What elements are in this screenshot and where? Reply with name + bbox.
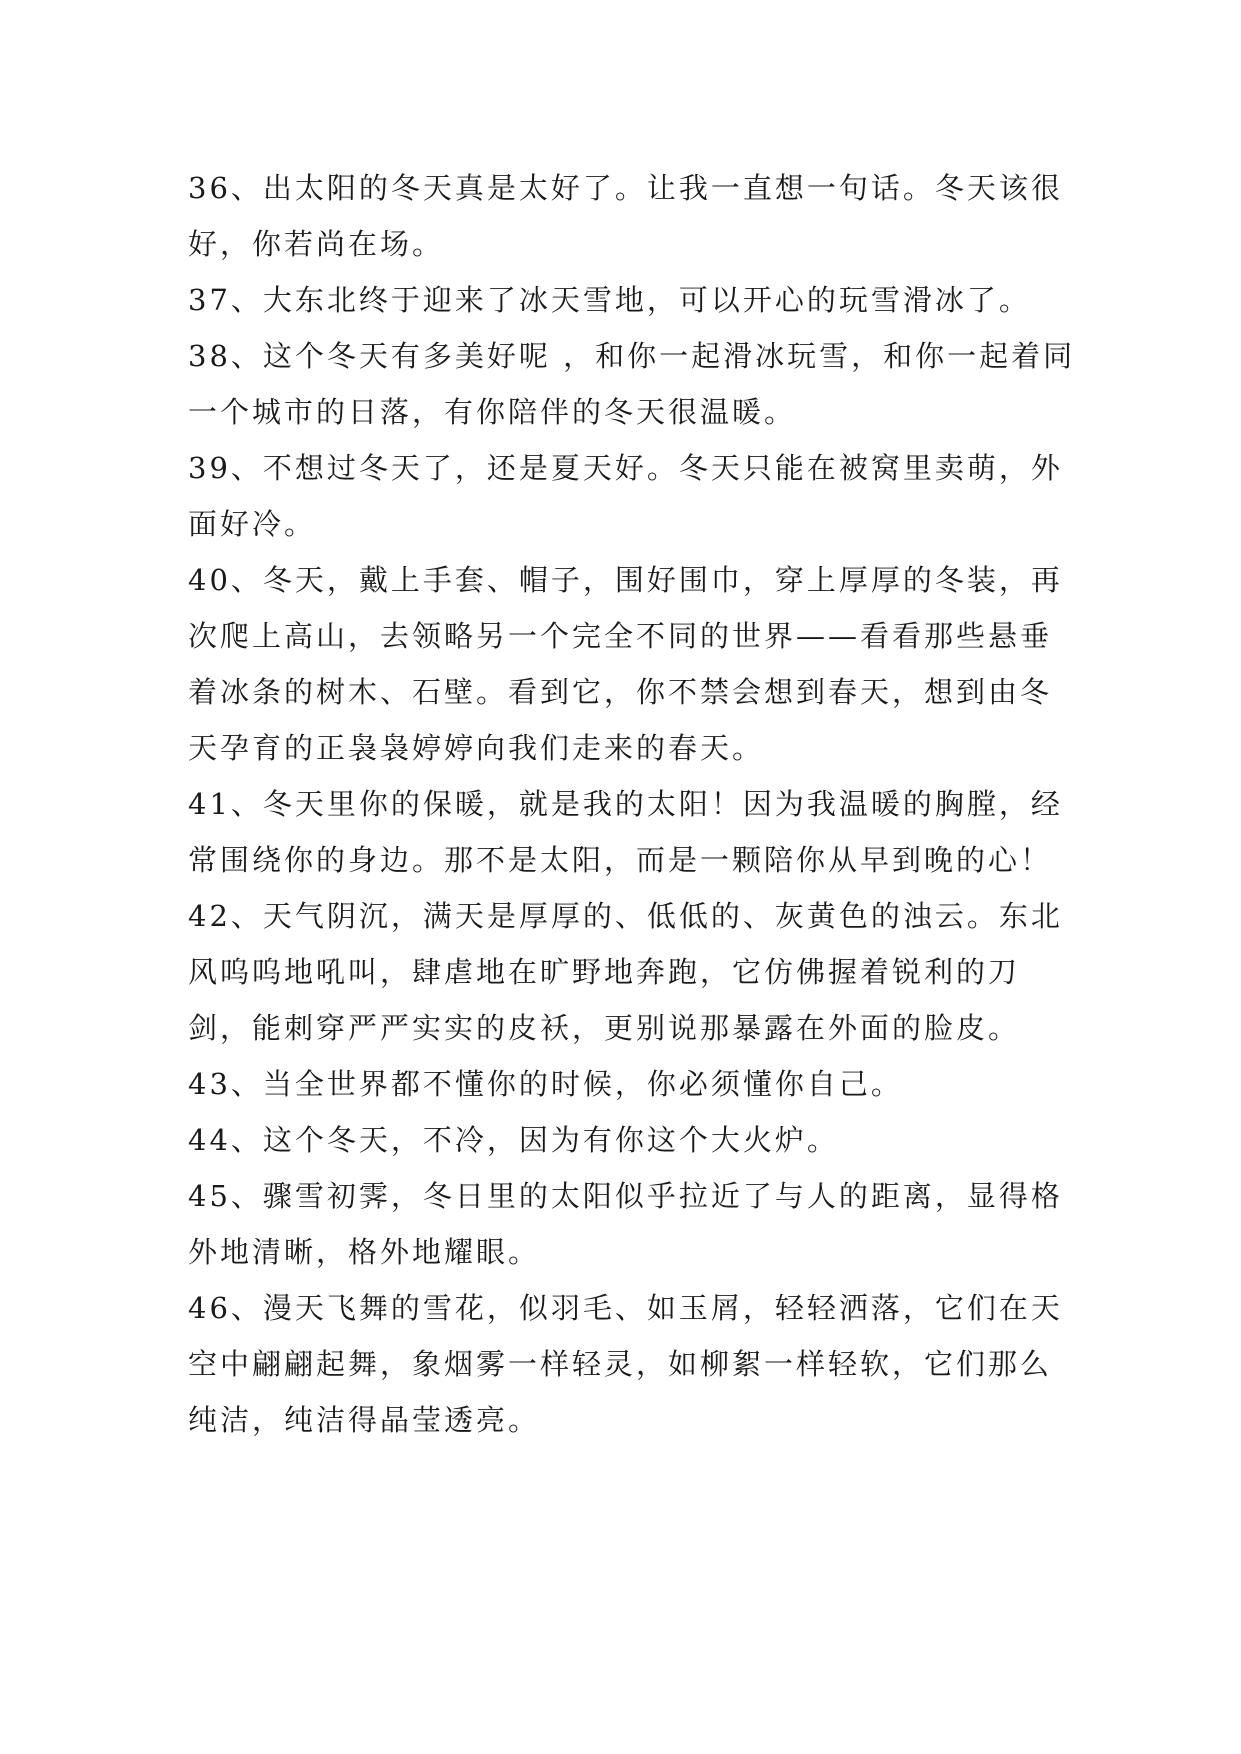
paragraph-43: 43、当全世界都不懂你的时候，你必须懂你自己。 <box>188 1067 903 1101</box>
paragraph-36: 36、出太阳的冬天真是太好了。让我一直想一句话。冬天该很好，你若尚在场。 <box>188 171 1063 261</box>
paragraph-38: 38、这个冬天有多美好呢 ，和你一起滑冰玩雪，和你一起着同一个城市的日落，有你陪伴的冬天很温暖。 <box>188 339 1076 429</box>
paragraph-42: 42、天气阴沉，满天是厚厚的、低低的、灰黄色的浊云。东北风呜呜地吼叫，肆虐地在旷野地奔跑，它仿佛握着锐利的刀剑，能刺穿严严实实的皮袄，更别说那暴露在外面的脸皮。 <box>188 899 1063 1045</box>
paragraph-46: 46、漫天飞舞的雪花，似羽毛、如玉屑，轻轻洒落，它们在天空中翩翩起舞，象烟雾一样轻灵，如柳絮一样轻软，它们那么纯洁，纯洁得晶莹透亮。 <box>188 1291 1063 1437</box>
document-body <box>188 160 1078 1448</box>
paragraph-44: 44、这个冬天，不冷，因为有你这个大火炉。 <box>188 1123 839 1157</box>
paragraph-39: 39、不想过冬天了，还是夏天好。冬天只能在被窝里卖萌，外面好冷。 <box>188 451 1063 541</box>
paragraph-40: 40、冬天，戴上手套、帽子，围好围巾，穿上厚厚的冬装，再次爬上高山，去领略另一个完全不同的世界——看看那些悬垂着冰条的树木、石壁。看到它，你不禁会想到春天，想到由冬天孕育的正袅袅婷婷向我们走来的春天。 <box>188 563 1063 765</box>
paragraph-41: 41、冬天里你的保暖，就是我的太阳！因为我温暖的胸膛，经常围绕你的身边。那不是太阳，而是一颗陪你从早到晚的心！ <box>188 787 1063 877</box>
paragraph-45: 45、骤雪初霁，冬日里的太阳似乎拉近了与人的距离，显得格外地清晰，格外地耀眼。 <box>188 1179 1063 1269</box>
paragraph-37: 37、大东北终于迎来了冰天雪地，可以开心的玩雪滑冰了。 <box>188 283 1031 317</box>
